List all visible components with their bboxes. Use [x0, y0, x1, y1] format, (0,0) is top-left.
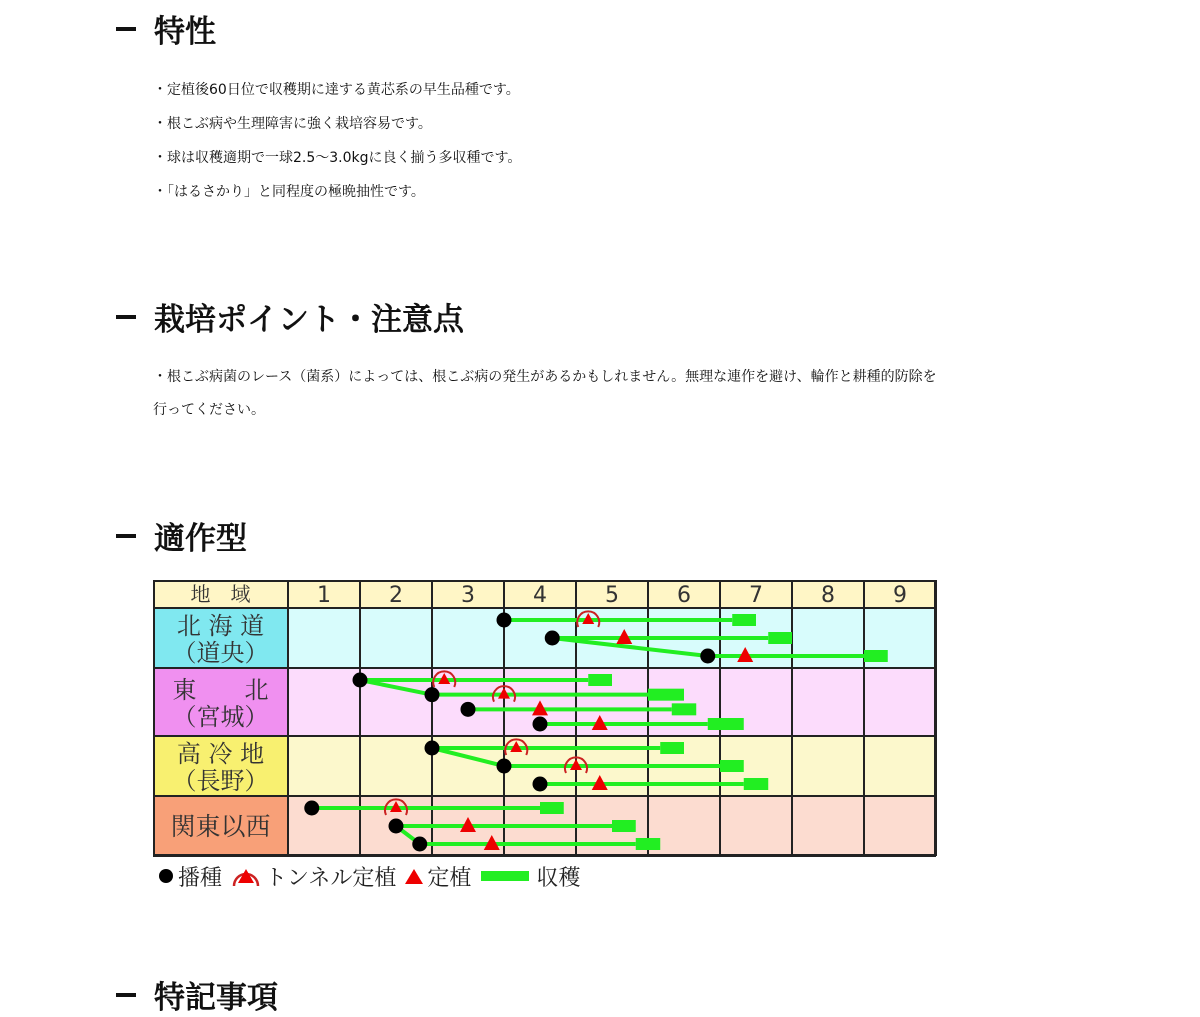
transplant-triangle-icon: [404, 867, 424, 885]
dash-icon: [116, 315, 136, 319]
header-month: 3: [461, 583, 475, 608]
dash-icon: [116, 993, 136, 997]
list-item: ・球は収穫適期で一球2.5～3.0kgに良く揃う多収種です。: [153, 150, 522, 166]
region-sublabel: （宮城）: [172, 703, 269, 731]
dash-icon: [116, 534, 136, 538]
cultivation-note: ・根こぶ病菌のレース（菌系）によっては、根こぶ病の発生があるかもしれません。無理な連作を避け、輪作と耕種的防除を行ってください。: [153, 369, 937, 418]
legend-sow: [157, 861, 222, 892]
sow-dot-icon: [412, 837, 427, 852]
section-heading-special-notes: [116, 972, 278, 1017]
section-heading-cropping-type: [116, 513, 247, 558]
sow-dot-icon: [700, 649, 715, 664]
section-heading-cultivation-points: [116, 294, 464, 339]
dash-icon: [116, 27, 136, 31]
header-region: 地 域: [190, 582, 251, 606]
legend-harvest-label: 収穫: [536, 865, 581, 891]
sow-dot-icon: [425, 687, 440, 702]
header-month: 2: [389, 583, 403, 608]
legend-transplant-label: 定植: [427, 865, 472, 891]
header-month: 9: [893, 583, 907, 608]
header-month: 8: [821, 583, 835, 608]
header-month: 6: [677, 583, 691, 608]
heading-text: 特記事項: [154, 980, 278, 1016]
header-month: 1: [317, 583, 331, 608]
sow-dot-icon: [497, 759, 512, 774]
sow-dot-icon: [497, 613, 512, 628]
sow-dot-icon: [425, 741, 440, 756]
legend-tunnel-label: トンネル定植: [265, 865, 397, 891]
sow-dot-icon: [461, 702, 476, 717]
harvest-bar-icon: [479, 867, 533, 885]
list-item: ・根こぶ病や生理障害に強く栽培容易です。: [153, 116, 432, 132]
sow-dot-icon: [353, 673, 368, 688]
sow-dot-icon: [389, 819, 404, 834]
heading-text: 特性: [154, 14, 216, 50]
chart-legend: [157, 860, 588, 892]
characteristics-list: [153, 73, 521, 209]
heading-text: 栽培ポイント・注意点: [154, 302, 464, 338]
list-item: ・「はるさかり」と同程度の極晩抽性です。: [153, 184, 425, 200]
legend-tunnel: [230, 861, 396, 892]
section-heading-characteristics: [116, 6, 216, 51]
legend-transplant: [404, 861, 471, 892]
header-month: 5: [605, 583, 619, 608]
sow-dot-icon: [157, 867, 175, 885]
region-label: 北 海 道: [176, 612, 265, 640]
cropping-schedule-chart: [153, 580, 938, 858]
region-label: 東 北: [172, 676, 269, 704]
region-label: 高 冷 地: [176, 740, 265, 768]
sow-dot-icon: [545, 631, 560, 646]
legend-sow-label: 播種: [178, 865, 223, 891]
heading-text: 適作型: [154, 521, 247, 557]
tunnel-transplant-icon: [230, 862, 262, 890]
region-label: 関東以西: [170, 812, 271, 841]
sow-dot-icon: [533, 717, 548, 732]
sow-dot-icon: [304, 801, 319, 816]
legend-harvest: [479, 861, 580, 892]
sow-dot-icon: [533, 777, 548, 792]
list-item: ・定植後60日位で収穫期に達する黄芯系の早生品種です。: [153, 82, 520, 98]
region-sublabel: （道央）: [172, 639, 269, 667]
header-month: 4: [533, 583, 547, 608]
region-sublabel: （長野）: [172, 767, 269, 795]
header-month: 7: [749, 583, 763, 608]
